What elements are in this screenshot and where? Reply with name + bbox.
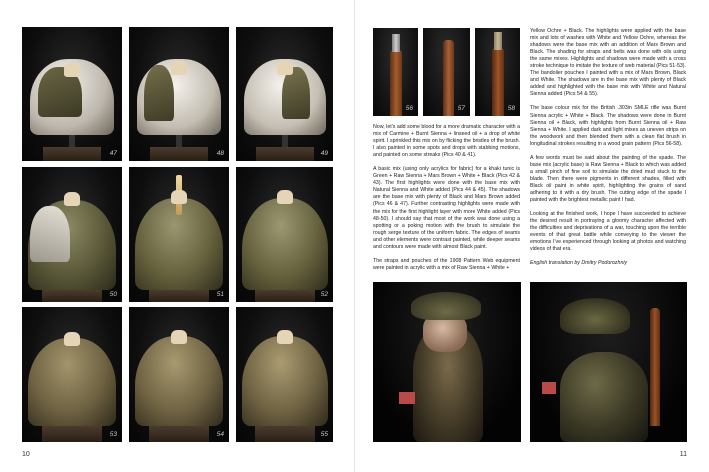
photo-49 <box>236 27 333 161</box>
photo-54 <box>129 307 229 442</box>
paragraph: The base colour mix for the British .303in SMLE rifle was Burnt Sienna acrylic + White + Black. The shadows were done in Burnt Sienna oil + Black, with highlights from Burnt Sienna oil + Raw Sienna + White. I applied dark and light mixes as uneven strips on the woodwork and then blended them with a clean flat brush in longitudinal strokes resulting in a wood grain pattern (Pics 56-58). <box>530 105 686 147</box>
photo-number: 47 <box>109 150 117 157</box>
photo-number: 57 <box>457 105 465 112</box>
finished-bust-side-photo <box>530 282 687 442</box>
photo-number: 56 <box>405 105 413 112</box>
paragraph: Looking at the finished work, I hope I have succeeded to achieve the desired result in portraying a gloomy character affected with the difficulties and deprivations of a war, touching upon the terrible events of that great battle while conveying to the viewer the emotions I've experienced through looking at photos and watching videos of that era. <box>530 211 686 253</box>
photo-50 <box>22 167 122 302</box>
photo-57 <box>423 28 470 116</box>
photo-number: 53 <box>109 431 117 438</box>
gutter <box>354 0 355 472</box>
paragraph: A few words must be said about the painting of the spade. The base mix (acrylic base) is Raw Sienna + Black to which was added a small pinch of fine soil to simulate the dried mud stuck to the blade. Then there were pigments in different shades, filled with Black oil paint in white spirit, highlighting the grains of sand adhering to it with a dry brush. The cutting edge of the spade I painted with the brightest metallic paint I had. <box>530 154 686 204</box>
photo-number: 50 <box>109 291 117 298</box>
photo-number: 51 <box>216 291 224 298</box>
text-column-right <box>530 28 686 274</box>
photo-number: 49 <box>320 150 328 157</box>
photo-58 <box>475 28 520 116</box>
paragraph: Now, let's add some blood for a more dramatic character with a mix of Carmine + Burnt Sienna + linseed oil + a drop of white spirit. I sprinkled this mix on by flicking the bristles of the brush. I also painted in some spots and drops with stabbing motions, and painted on some streaks (Pics 40 & 41). <box>373 124 520 159</box>
photo-number: 55 <box>320 431 328 438</box>
photo-52 <box>236 167 333 302</box>
photo-53 <box>22 307 122 442</box>
page-number-left: 10 <box>22 451 30 458</box>
photo-number: 58 <box>507 105 515 112</box>
photo-47 <box>22 27 122 161</box>
text-column-left <box>373 124 520 279</box>
paragraph: The straps and pouches of the 1908 Pattern Web equipment were painted in acrylic with a mix of Raw Sienna + White + <box>373 257 520 271</box>
photo-56 <box>373 28 418 116</box>
paragraph: A basic mix (using only acrylics for fabric) for a khaki tunic is Green + Raw Sienna + Mars Brown + White + Black (Pics 42 & 43). The first highlights were done with the base mix with Natural Sienna and White added (Pics 44 & 45). The shadows are the base mix with plenty of Black and Mars Brown added (Pics 46 & 47). Further contrasting highlights were made with the mix for the first highlight layer with more White added (Pics 48-50). I should say that most of the work was done using a spotting or a poking motion with the brush to simulate the rough serge texture of the uniform fabric. The edges of seams and other elements were contrast painted, while deeper seams and contours were made with almost Black paint. <box>373 166 520 250</box>
photo-number: 52 <box>320 291 328 298</box>
photo-48 <box>129 27 229 161</box>
finished-bust-front-photo <box>373 282 521 442</box>
photo-number: 48 <box>216 150 224 157</box>
paragraph: Yellow Ochre + Black. The highlights were applied with the base mix and lots of washes with White and Yellow Ochre, whereas the shadows were the base mix with an addition of Mars Brown and Black. The shading for straps and belts was done with oils using the same mixes. Highlights and shadows were made with a cross stroke technique to imitate the texture of web material (Pics 51-53). The bandolier pouches I painted with a mix of Mars Brown, Black and White. The shadows are in the base mix with plenty of Black added and highlighted with the base mix with White and Natural Sienna added (Pics 54 & 55). <box>530 28 686 98</box>
photo-51 <box>129 167 229 302</box>
page-number-right: 11 <box>679 451 687 458</box>
photo-number: 54 <box>216 431 224 438</box>
photo-55 <box>236 307 333 442</box>
translation-credit: English translation by Dmitry Podorozhniy <box>530 260 628 267</box>
